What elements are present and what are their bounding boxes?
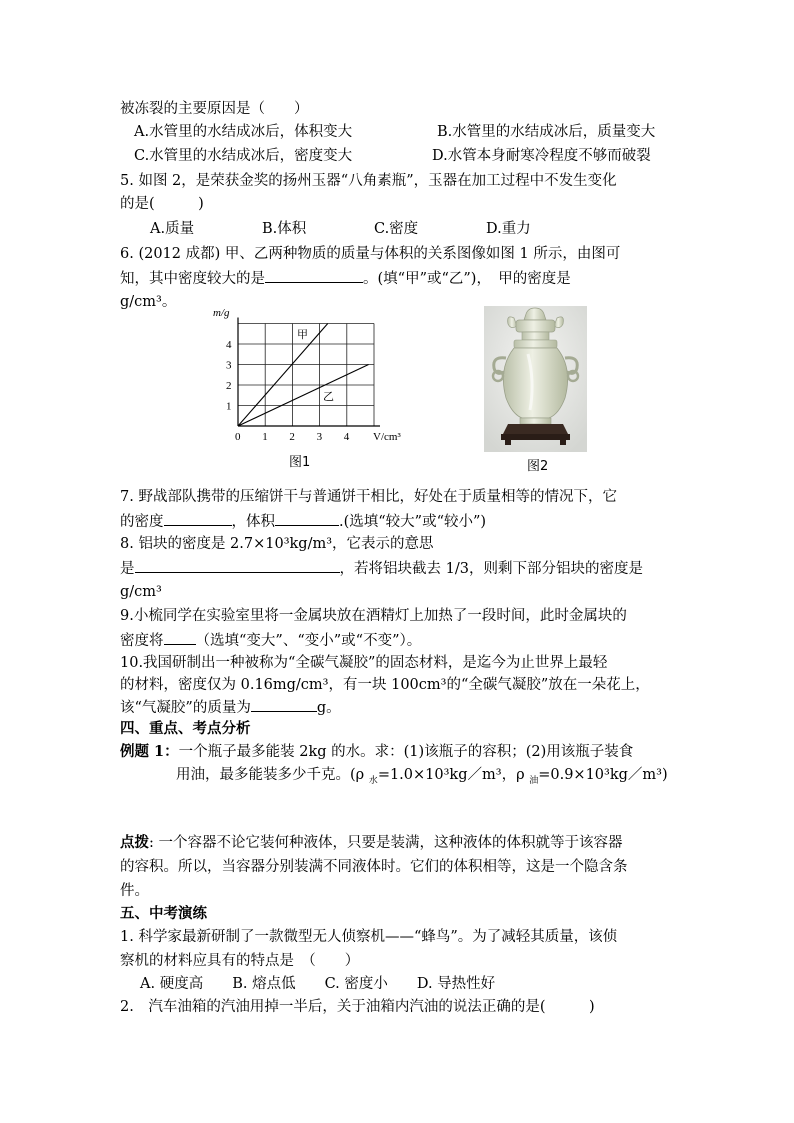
- rho-oil-subscript: 油: [529, 776, 539, 786]
- q10-line-2: 的材料，密度仅为 0.16mg/cm³，有一块 100cm³的“全碳气凝胶”放在一朵花上，: [120, 677, 650, 693]
- q7-volume-blank[interactable]: [275, 510, 339, 526]
- rho-water-subscript: 水: [368, 776, 378, 786]
- y-tick-label: 3: [226, 359, 232, 372]
- q5-option-c: C.密度: [374, 221, 419, 237]
- q8-text-b: ，若将铝块截去 1/3，则剩下部分铝块的密度是: [339, 561, 643, 577]
- y-tick-label: 4: [226, 339, 232, 351]
- q10-text-b: g。: [316, 700, 341, 716]
- tip-text-1: : 一个容器不论它装何种液体，只要是装满，这种液体的体积就等于该容器: [149, 835, 623, 851]
- tip-line-3: 件。: [120, 883, 149, 899]
- q9-line-2: [120, 629, 421, 652]
- q5-option-a: A.质量: [150, 221, 195, 237]
- q8-meaning-blank[interactable]: [135, 557, 340, 573]
- q9-answer-blank[interactable]: [164, 629, 196, 645]
- z1-line-2: 察机的材料应具有的特点是 （ ）: [120, 953, 360, 969]
- q5-option-d: D.重力: [486, 221, 531, 237]
- x-tick-label: 1: [262, 431, 268, 443]
- z1-line-1: 1. 科学家最新研制了一款微型无人侦察机——“蜂鸟”。为了减轻其质量，该侦: [120, 929, 618, 945]
- figure-1-caption: 图1: [289, 455, 311, 470]
- q9-line-1: 9.小梳同学在实验室里将一金属块放在酒精灯上加热了一段时间，此时金属块的: [120, 608, 627, 624]
- y-axis-label: m/g: [213, 307, 230, 319]
- q5-line-1: 5. 如图 2，是荣获金奖的扬州玉器“八角素瓶”，玉器在加工过程中不发生变化: [120, 173, 617, 189]
- q5-option-b: B.体积: [262, 221, 307, 237]
- q7-text-b: ，体积: [231, 514, 275, 530]
- q10-mass-blank[interactable]: [251, 696, 317, 712]
- q10-line-1: 10.我国研制出一种被称为“全碳气凝胶”的固态材料，是迄今为止世界上最轻: [120, 655, 608, 671]
- figure-2-caption: 图2: [527, 459, 549, 474]
- series-label-jia: 甲: [297, 329, 308, 341]
- example-1-text-a: 用油，最多能装多少千克。(ρ: [176, 767, 369, 783]
- z1-options: A. 硬度高 B. 熔点低 C. 密度小 D. 导热性好: [140, 976, 496, 992]
- series-line-乙: [238, 365, 369, 427]
- z2-line-1: 2. 汽车油箱的汽油用掉一半后，关于油箱内汽油的说法正确的是( ): [120, 999, 595, 1015]
- q6-line-2: [120, 267, 571, 290]
- series-line-甲: [238, 324, 328, 427]
- q6-text-b: 。(填“甲”或“乙”)， 甲的密度是: [363, 271, 571, 287]
- q7-text-a: 的密度: [120, 514, 164, 530]
- example-1-text: 一个瓶子最多能装 2kg 的水。求：(1)该瓶子的容积；(2)用该瓶子装食: [178, 744, 634, 760]
- q7-line-1: 7. 野战部队携带的压缩饼干与普通饼干相比，好处在于质量相等的情况下，它: [120, 489, 617, 505]
- q8-line-2: [120, 557, 643, 580]
- tip-line-2: 的容积。所以，当容器分别装满不同液体时。它们的体积相等，这是一个隐含条: [120, 859, 628, 875]
- q6-line-3: g/cm³。: [120, 294, 177, 310]
- tip-line-1: [120, 832, 623, 854]
- q4-option-b: B.水管里的水结成冰后，质量变大: [437, 124, 656, 140]
- q9-text-a: 密度将: [120, 633, 164, 649]
- x-axis-label: V/cm³: [373, 431, 401, 443]
- q8-line-1: 8. 铝块的密度是 2.7×10³kg/m³，它表示的意思: [120, 536, 434, 552]
- x-tick-label: 2: [289, 431, 295, 443]
- series-label-yi: 乙: [323, 391, 334, 403]
- figure-2-vase-photo: [484, 306, 587, 452]
- q10-line-3: [120, 696, 341, 719]
- x-tick-label: 4: [343, 431, 350, 443]
- q4-option-c: C.水管里的水结成冰后，密度变大: [134, 148, 353, 164]
- q7-density-blank[interactable]: [164, 510, 232, 526]
- q9-text-b: （选填“变大”、“变小”或“不变”）。: [195, 633, 422, 649]
- section-5-heading: 五、中考演练: [120, 905, 207, 922]
- y-tick-label: 1: [226, 400, 232, 413]
- q6-answer-blank[interactable]: [265, 267, 363, 283]
- q8-line-3: g/cm³: [120, 584, 162, 600]
- example-1-text-c: =0.9×10³kg／m³): [538, 767, 668, 783]
- q8-text-a: 是: [120, 561, 135, 577]
- figure-1-chart: [205, 304, 415, 452]
- example-1-line-2: [176, 764, 668, 788]
- q5-line-2: 的是( ): [120, 196, 204, 212]
- q4-stem: 被冻裂的主要原因是（ ）: [120, 101, 309, 117]
- chart-axes: [238, 318, 380, 427]
- q4-option-a: A.水管里的水结成冰后，体积变大: [134, 124, 353, 140]
- x-tick-label: 0: [235, 431, 241, 443]
- example-1-text-b: =1.0×10³kg／m³，ρ: [377, 767, 530, 783]
- y-tick-label: 2: [226, 380, 232, 392]
- x-tick-label: 3: [316, 431, 323, 443]
- example-1-line-1: [120, 741, 633, 763]
- section-4-heading: 四、重点、考点分析: [120, 720, 251, 737]
- tip-label: 点拨: [120, 834, 149, 851]
- q7-text-c: .(选填“较大”或“较小”): [339, 514, 487, 530]
- example-1-label: 例题 1：: [120, 743, 179, 760]
- q6-text-a: 知，其中密度较大的是: [120, 271, 265, 287]
- q10-text-a: 该“气凝胶”的质量为: [120, 700, 251, 716]
- q7-line-2: [120, 510, 486, 533]
- q6-line-1: 6. (2012 成都) 甲、乙两种物质的质量与体积的关系图像如图 1 所示，由图可: [120, 246, 621, 262]
- q4-option-d: D.水管本身耐寒冷程度不够而破裂: [432, 148, 651, 164]
